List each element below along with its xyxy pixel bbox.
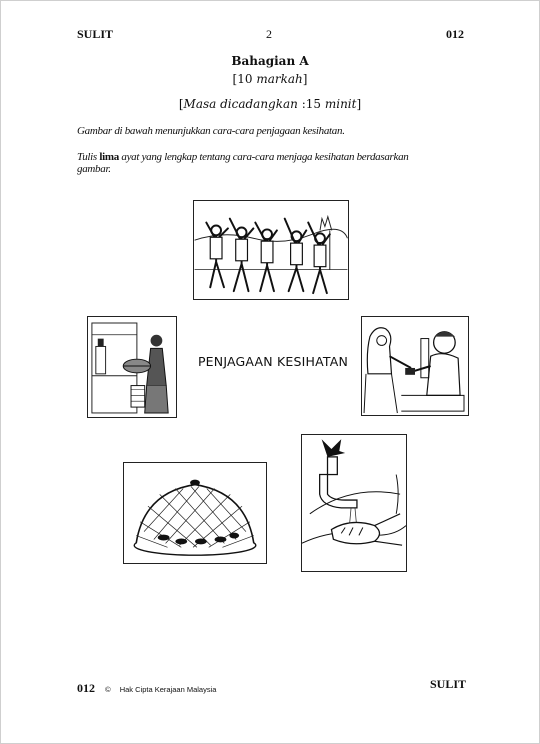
instruction-line-3: gambar. [77,163,111,175]
food-cover-illustration [124,463,266,563]
instruction-line-2 [77,151,409,163]
footer-left [77,677,216,696]
stall-illustration [88,317,176,417]
time-unit: minit [324,97,357,111]
copyright-symbol: © [105,685,111,694]
marks-suffix: ] [302,72,308,86]
exercise-illustration [194,201,348,299]
doctor-illustration [362,317,468,415]
center-label: PENJAGAAN KESIHATAN [197,354,349,369]
doctor-panel [361,316,469,416]
page-number: 2 [266,27,272,41]
time-value: :15 [297,97,325,111]
copyright-text: Hak Cipta Kerajaan Malaysia [119,685,217,694]
time-prefix: [ [178,97,184,111]
stall-panel [87,316,177,418]
instruction-post: ayat yang lengkap tentang cara-cara menjaga kesihatan berdasarkan [118,151,409,163]
section-marks [0,72,540,86]
marks-prefix: [10 [232,72,257,86]
marks-word: markah [256,72,303,86]
footer-code: 012 [77,681,95,695]
exercise-panel [193,200,349,300]
time-suffix: ] [356,97,362,111]
time-word: Masa dicadangkan [183,97,298,111]
handwash-illustration [302,435,406,571]
instruction-bold: lima [99,151,119,163]
instruction-line-1: Gambar di bawah menunjukkan cara-cara penjagaan kesihatan. [77,125,345,137]
instruction-pre: Tulis [77,151,100,163]
food-cover-panel [123,462,267,564]
header-sulit: SULIT [77,27,114,41]
section-time [0,97,540,111]
health-picture [77,190,477,590]
handwash-panel [301,434,407,572]
header-code: 012 [446,27,464,41]
footer-sulit: SULIT [430,677,467,691]
section-title: Bahagian A [231,54,309,68]
